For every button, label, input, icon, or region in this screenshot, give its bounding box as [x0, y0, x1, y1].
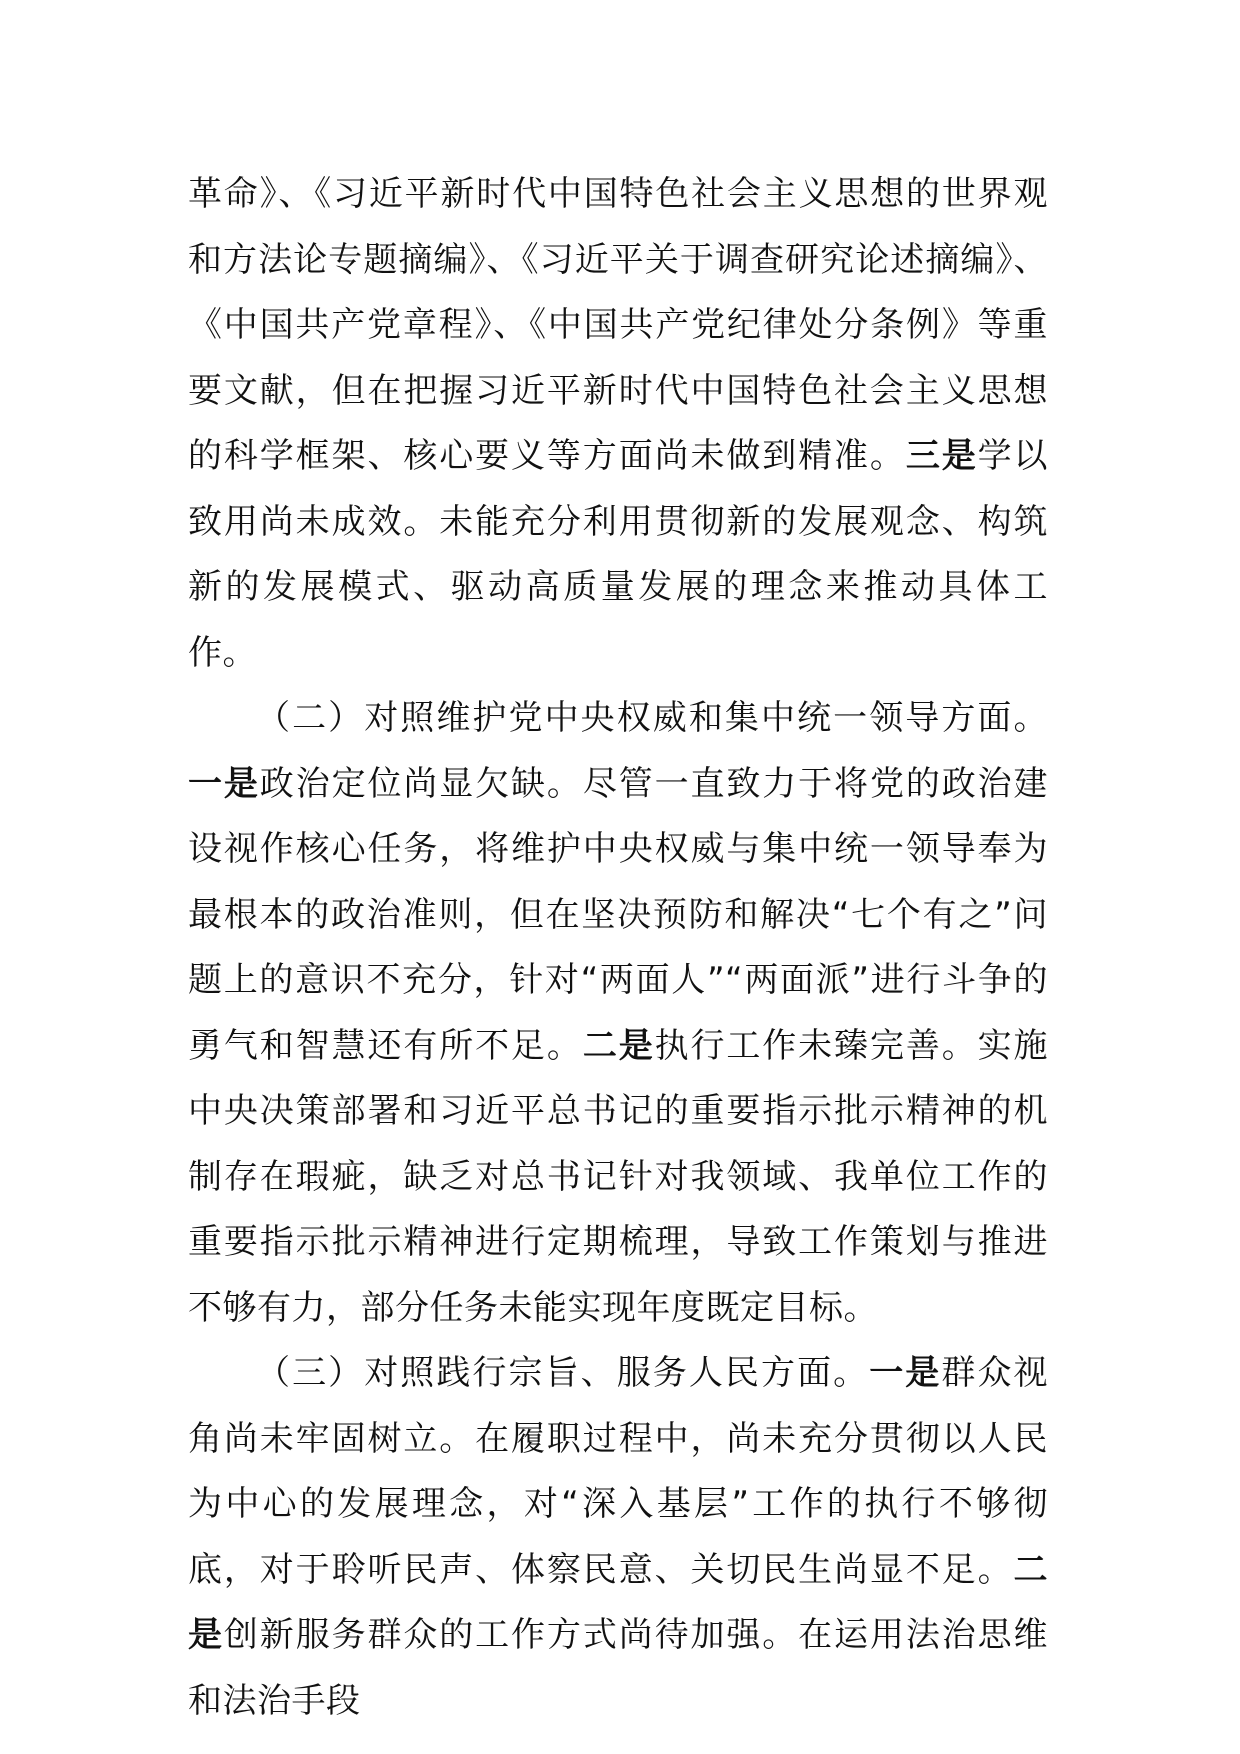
- section-heading-three: （三）对照践行宗旨、服务人民方面。: [256, 1353, 870, 1393]
- paragraph-section-three: [188, 1341, 1048, 1734]
- paragraph-section-two: [188, 686, 1048, 1341]
- bold-marker-third: 三是: [905, 436, 978, 476]
- paragraph-text: 政治定位尚显欠缺。尽管一直致力于将党的政治建设视作核心任务，将维护中央权威与集中统一领导奉为最根本的政治准则，但在坚决预防和解决“七个有之”问题上的意识不充分，针对“两面人”“两面派”进行斗争的勇气和智慧还有所不足。: [188, 763, 1049, 1066]
- bold-marker-first: 一是: [869, 1353, 942, 1393]
- paragraph-text: 执行工作未臻完善。实施中央决策部署和习近平总书记的重要指示批示精神的机制存在瑕疵，缺乏对总书记针对我领域、我单位工作的重要指示批示精神进行定期梳理，导致工作策划与推进不够有力，部分任务未能实现年度既定目标。: [188, 1025, 1049, 1328]
- paragraph-text: 革命》、《习近平新时代中国特色社会主义思想的世界观和方法论专题摘编》、《习近平关于调查研究论述摘编》、《中国共产党章程》、《中国共产党纪律处分条例》等重要文献，但在把握习近平新时代中国特色社会主义思想的科学框架、核心要义等方面尚未做到精准。: [188, 174, 1048, 476]
- paragraph-study-continued: [188, 162, 1048, 686]
- document-body: [188, 162, 1048, 1734]
- bold-marker-second: 二是: [188, 1549, 1048, 1655]
- paragraph-text: 群众视角尚未牢固树立。在履职过程中，尚未充分贯彻以人民为中心的发展理念，对“深入基层”工作的执行不够彻底，对于聆听民声、体察民意、关切民生尚显不足。: [188, 1353, 1049, 1590]
- section-heading-two: （二）对照维护党中央权威和集中统一领导方面。: [256, 698, 1048, 738]
- paragraph-text: 创新服务群众的工作方式尚待加强。在运用法治思维和法治手段: [188, 1615, 1049, 1721]
- bold-marker-first: 一是: [188, 763, 260, 804]
- paragraph-text: 学以致用尚未成效。未能充分利用贯彻新的发展观念、构筑新的发展模式、驱动高质量发展的理念来推动具体工作。: [188, 436, 1049, 673]
- bold-marker-second: 二是: [582, 1025, 655, 1066]
